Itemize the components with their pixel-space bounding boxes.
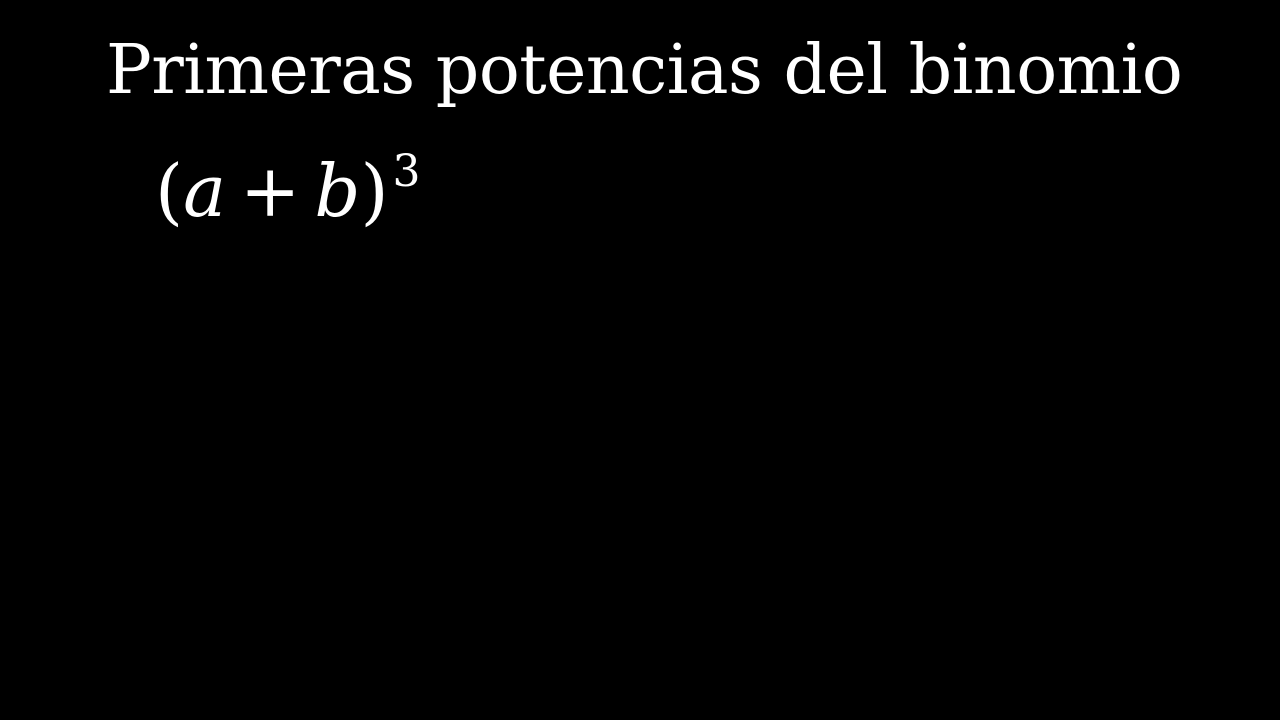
formula-term-b: b [314, 149, 361, 233]
formula-exponent: 3 [392, 146, 421, 197]
slide-title: Primeras potencias del binomio [106, 31, 1183, 110]
formula-close-paren: ) [360, 149, 389, 233]
formula-term-a: a [183, 149, 227, 233]
binomial-formula [155, 146, 421, 233]
formula-operator: + [240, 149, 301, 233]
formula-open-paren: ( [155, 149, 184, 233]
